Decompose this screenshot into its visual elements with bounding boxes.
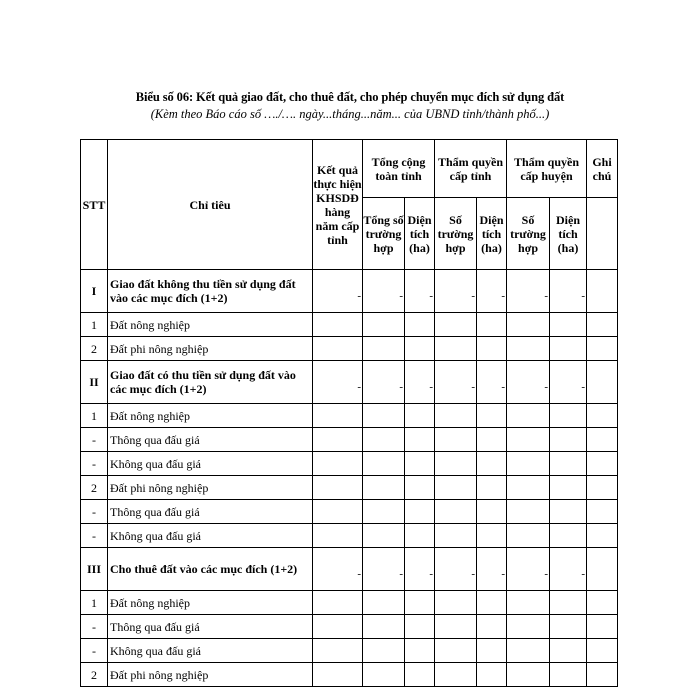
- row-value-cell: [550, 337, 587, 361]
- header-dien-tich-tinh: Diện tích (ha): [477, 198, 507, 270]
- row-stt: 1: [81, 404, 108, 428]
- row-value-cell: [405, 639, 435, 663]
- row-stt: -: [81, 524, 108, 548]
- row-value-cell: [363, 615, 405, 639]
- row-value-cell: [313, 524, 363, 548]
- row-value-cell: [587, 428, 618, 452]
- row-value-cell: [507, 548, 550, 591]
- row-value-cell: [550, 404, 587, 428]
- row-stt: -: [81, 639, 108, 663]
- dash-mark: -: [471, 290, 475, 302]
- row-value-cell: [313, 428, 363, 452]
- dash-mark: -: [544, 381, 549, 393]
- table-row: [81, 361, 618, 404]
- row-value-cell: [405, 313, 435, 337]
- row-value-cell: [313, 615, 363, 639]
- dash-mark: -: [399, 290, 403, 302]
- row-value-cell: [477, 313, 507, 337]
- row-stt: 1: [81, 313, 108, 337]
- row-value-cell: [587, 615, 618, 639]
- row-value-cell: [587, 548, 618, 591]
- row-value-cell: [587, 500, 618, 524]
- row-value-cell: [435, 428, 477, 452]
- row-value-cell: [477, 524, 507, 548]
- header-stt: STT: [81, 140, 108, 270]
- row-value-cell: [435, 313, 477, 337]
- row-stt: -: [81, 428, 108, 452]
- table-row: [81, 270, 618, 313]
- row-stt: 2: [81, 337, 108, 361]
- row-value-cell: [507, 663, 550, 687]
- row-value-cell: [435, 663, 477, 687]
- row-value-cell: [587, 452, 618, 476]
- row-value-cell: [477, 270, 507, 313]
- row-value-cell: [550, 270, 587, 313]
- row-value-cell: [435, 524, 477, 548]
- row-value-cell: [405, 663, 435, 687]
- row-value-cell: [550, 313, 587, 337]
- row-chi-tieu: Đất nông nghiệp: [108, 313, 313, 337]
- row-value-cell: [313, 404, 363, 428]
- row-value-cell: [363, 337, 405, 361]
- row-chi-tieu: Đất phi nông nghiệp: [108, 337, 313, 361]
- row-value-cell: [507, 337, 550, 361]
- row-chi-tieu: Giao đất có thu tiền sử dụng đất vào các mục đích (1+2): [108, 361, 313, 404]
- row-value-cell: [550, 663, 587, 687]
- row-value-cell: [507, 615, 550, 639]
- header-so-truong-hop-tinh: Số trường hợp: [435, 198, 477, 270]
- row-value-cell: [405, 500, 435, 524]
- row-value-cell: [507, 639, 550, 663]
- row-value-cell: [313, 270, 363, 313]
- row-value-cell: [550, 361, 587, 404]
- row-value-cell: [313, 337, 363, 361]
- row-value-cell: [587, 663, 618, 687]
- row-value-cell: [550, 500, 587, 524]
- row-stt: 2: [81, 663, 108, 687]
- table-row: [81, 313, 618, 337]
- row-value-cell: [405, 361, 435, 404]
- row-chi-tieu: Không qua đấu giá: [108, 639, 313, 663]
- row-value-cell: [363, 500, 405, 524]
- row-chi-tieu: Đất phi nông nghiệp: [108, 663, 313, 687]
- row-value-cell: [405, 404, 435, 428]
- row-value-cell: [313, 476, 363, 500]
- table-row: [81, 428, 618, 452]
- row-value-cell: [435, 615, 477, 639]
- dash-mark: -: [357, 381, 361, 393]
- table-row: [81, 639, 618, 663]
- header-ghi-chu-blank: [587, 198, 618, 270]
- report-table: [80, 139, 618, 687]
- row-value-cell: [550, 428, 587, 452]
- row-value-cell: [587, 639, 618, 663]
- row-value-cell: [363, 428, 405, 452]
- row-value-cell: [477, 663, 507, 687]
- row-stt: 2: [81, 476, 108, 500]
- row-value-cell: [363, 663, 405, 687]
- row-stt: III: [81, 548, 108, 591]
- header-dien-tich-tong: Diện tích (ha): [405, 198, 435, 270]
- row-value-cell: [363, 524, 405, 548]
- row-value-cell: [507, 524, 550, 548]
- row-chi-tieu: Đất phi nông nghiệp: [108, 476, 313, 500]
- dash-mark: -: [501, 381, 506, 393]
- dash-mark: -: [429, 381, 433, 393]
- header-tong-cong: Tổng cộng toàn tỉnh: [363, 140, 435, 198]
- row-value-cell: [435, 548, 477, 591]
- table-row: [81, 337, 618, 361]
- dash-mark: -: [399, 568, 403, 580]
- table-row: [81, 591, 618, 615]
- row-value-cell: [313, 663, 363, 687]
- header-tham-quyen-tinh: Thẩm quyền cấp tỉnh: [435, 140, 507, 198]
- table-row: [81, 500, 618, 524]
- row-value-cell: [507, 591, 550, 615]
- row-value-cell: [507, 361, 550, 404]
- row-value-cell: [477, 428, 507, 452]
- row-value-cell: [477, 615, 507, 639]
- row-value-cell: [587, 361, 618, 404]
- row-value-cell: [587, 591, 618, 615]
- dash-mark: -: [471, 381, 475, 393]
- table-row: [81, 615, 618, 639]
- row-value-cell: [587, 476, 618, 500]
- header-dien-tich-huyen: Diện tích (ha): [550, 198, 587, 270]
- row-value-cell: [477, 591, 507, 615]
- header-tham-quyen-huyen: Thẩm quyền cấp huyện: [507, 140, 587, 198]
- table-row: [81, 524, 618, 548]
- row-value-cell: [363, 548, 405, 591]
- row-value-cell: [435, 404, 477, 428]
- dash-mark: -: [399, 381, 403, 393]
- form-subtitle: (Kèm theo Báo cáo số …./…. ngày...tháng...năm... của UBND tỉnh/thành phố...): [150, 107, 550, 121]
- header-chi-tieu: Chỉ tiêu: [108, 140, 313, 270]
- row-value-cell: [507, 500, 550, 524]
- row-stt: 1: [81, 591, 108, 615]
- row-value-cell: [477, 361, 507, 404]
- row-chi-tieu: Thông qua đấu giá: [108, 615, 313, 639]
- row-chi-tieu: Không qua đấu giá: [108, 524, 313, 548]
- dash-mark: -: [357, 568, 361, 580]
- row-value-cell: [435, 476, 477, 500]
- row-value-cell: [313, 452, 363, 476]
- row-value-cell: [363, 361, 405, 404]
- row-value-cell: [435, 337, 477, 361]
- row-value-cell: [477, 452, 507, 476]
- row-value-cell: [507, 270, 550, 313]
- row-value-cell: [405, 591, 435, 615]
- row-value-cell: [507, 404, 550, 428]
- row-stt: -: [81, 500, 108, 524]
- dash-mark: -: [581, 290, 586, 302]
- dash-mark: -: [581, 381, 586, 393]
- row-value-cell: [477, 548, 507, 591]
- table-row: [81, 404, 618, 428]
- row-value-cell: [435, 500, 477, 524]
- header-ket-qua: Kết quả thực hiện KHSDĐ hàng năm cấp tỉnh: [313, 140, 363, 270]
- table-row: [81, 476, 618, 500]
- row-value-cell: [477, 476, 507, 500]
- row-value-cell: [587, 404, 618, 428]
- row-value-cell: [550, 639, 587, 663]
- row-value-cell: [405, 270, 435, 313]
- row-value-cell: [405, 524, 435, 548]
- row-chi-tieu: Không qua đấu giá: [108, 452, 313, 476]
- row-value-cell: [507, 313, 550, 337]
- form-title: Biểu số 06: Kết quả giao đất, cho thuê đất, cho phép chuyển mục đích sử dụng đất: [135, 90, 565, 104]
- row-value-cell: [363, 452, 405, 476]
- row-value-cell: [435, 270, 477, 313]
- row-value-cell: [363, 591, 405, 615]
- row-value-cell: [550, 476, 587, 500]
- row-value-cell: [363, 404, 405, 428]
- row-value-cell: [405, 615, 435, 639]
- row-value-cell: [313, 313, 363, 337]
- row-value-cell: [507, 428, 550, 452]
- row-value-cell: [363, 639, 405, 663]
- row-value-cell: [477, 639, 507, 663]
- row-value-cell: [587, 524, 618, 548]
- row-stt: -: [81, 615, 108, 639]
- row-value-cell: [313, 500, 363, 524]
- row-chi-tieu: Cho thuê đất vào các mục đích (1+2): [108, 548, 313, 591]
- row-value-cell: [363, 313, 405, 337]
- dash-mark: -: [544, 290, 549, 302]
- table-row: [81, 548, 618, 591]
- row-value-cell: [477, 337, 507, 361]
- row-value-cell: [550, 524, 587, 548]
- row-stt: II: [81, 361, 108, 404]
- row-value-cell: [363, 270, 405, 313]
- row-value-cell: [435, 452, 477, 476]
- row-value-cell: [550, 548, 587, 591]
- row-stt: I: [81, 270, 108, 313]
- row-value-cell: [363, 476, 405, 500]
- row-value-cell: [313, 361, 363, 404]
- dash-mark: -: [544, 568, 549, 580]
- table-row: [81, 452, 618, 476]
- row-value-cell: [507, 452, 550, 476]
- row-value-cell: [405, 476, 435, 500]
- row-value-cell: [550, 615, 587, 639]
- row-value-cell: [587, 313, 618, 337]
- table-body: [81, 270, 618, 687]
- dash-mark: -: [471, 568, 475, 580]
- row-value-cell: [405, 428, 435, 452]
- header-so-truong-hop-huyen: Số trường hợp: [507, 198, 550, 270]
- row-value-cell: [587, 337, 618, 361]
- dash-mark: -: [429, 290, 433, 302]
- row-value-cell: [313, 639, 363, 663]
- header-tong-so-truong-hop: Tổng số trường hợp: [363, 198, 405, 270]
- header-ghi-chu: Ghi chú: [587, 140, 618, 198]
- row-chi-tieu: Thông qua đấu giá: [108, 428, 313, 452]
- row-value-cell: [435, 639, 477, 663]
- dash-mark: -: [581, 568, 586, 580]
- row-value-cell: [477, 500, 507, 524]
- row-stt: -: [81, 452, 108, 476]
- row-value-cell: [313, 591, 363, 615]
- row-value-cell: [435, 591, 477, 615]
- dash-mark: -: [501, 290, 506, 302]
- table-row: [81, 663, 618, 687]
- row-value-cell: [313, 548, 363, 591]
- row-value-cell: [477, 404, 507, 428]
- dash-mark: -: [429, 568, 433, 580]
- row-value-cell: [405, 548, 435, 591]
- dash-mark: -: [501, 568, 506, 580]
- dash-mark: -: [357, 290, 361, 302]
- row-value-cell: [587, 270, 618, 313]
- row-value-cell: [507, 476, 550, 500]
- row-value-cell: [550, 452, 587, 476]
- row-chi-tieu: Thông qua đấu giá: [108, 500, 313, 524]
- row-value-cell: [550, 591, 587, 615]
- row-chi-tieu: Đất nông nghiệp: [108, 404, 313, 428]
- row-chi-tieu: Giao đất không thu tiền sử dụng đất vào các mục đích (1+2): [108, 270, 313, 313]
- row-chi-tieu: Đất nông nghiệp: [108, 591, 313, 615]
- row-value-cell: [405, 452, 435, 476]
- row-value-cell: [435, 361, 477, 404]
- row-value-cell: [405, 337, 435, 361]
